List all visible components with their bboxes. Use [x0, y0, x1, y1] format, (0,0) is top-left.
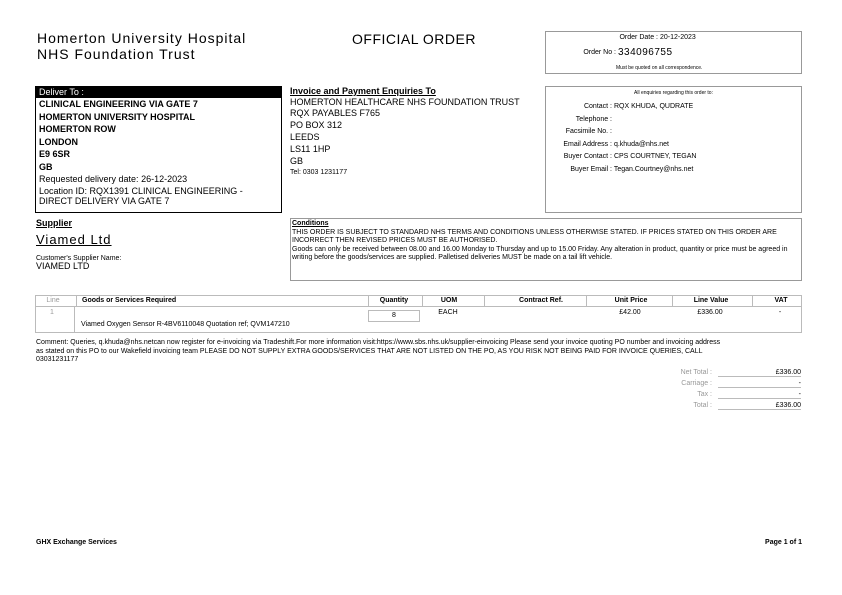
row-line-value: £336.00: [697, 309, 723, 316]
deliver-line-6: GB: [39, 161, 53, 172]
enquiry-row: [546, 139, 801, 152]
deliver-line-1: CLINICAL ENGINEERING VIA GATE 7: [39, 99, 198, 109]
total-label: Net Total :: [680, 369, 712, 376]
conditions-heading: Conditions: [292, 220, 329, 227]
deliver-line-5: E9 6SR: [39, 149, 71, 159]
deliver-line-2: HOMERTON UNIVERSITY HOSPITAL: [39, 111, 196, 122]
page-number: Page 1 of 1: [765, 539, 802, 546]
col-line: Line: [46, 297, 60, 304]
total-label: Carriage :: [681, 380, 712, 387]
page-title: OFFICIAL ORDER: [352, 31, 476, 47]
col-goods: Goods or Services Required: [82, 297, 177, 304]
order-number: 334096755: [618, 47, 673, 58]
deliver-to-heading: Deliver To :: [36, 87, 281, 98]
requested-delivery-date: Requested delivery date: 26-12-2023: [39, 174, 188, 184]
organisation-name: [37, 30, 246, 62]
enquiry-label: Email Address :: [563, 140, 612, 148]
col-line-value: Line Value: [693, 297, 729, 304]
total-value: £336.00: [718, 369, 801, 377]
enquiries-box: [545, 86, 802, 213]
enquiry-row: [546, 151, 801, 164]
total-row: [640, 402, 802, 413]
enquiry-label: Buyer Email :: [570, 165, 612, 173]
invoice-line-4: LEEDS: [290, 132, 320, 142]
comment: Comment: Queries, q.khuda@nhs.netcan now register for e-invoicing via Tradeshift.For more information visit:https://www.sbs.nhs.uk/supplier-einvoicing Please send your invoice quoting PO number and invoicing address as stated on this PO to our Wakefield invoicing team PLEASE DO NOT SUPPLY EXTRA GOODS/SERVICES THAT ARE NOT LISTED ON THE PO, AS YOU RISK NOT BEING PAID FOR INVOICE QUERIES, CALL 03031231177: [36, 339, 721, 363]
enquiry-label: Contact :: [583, 103, 612, 110]
enquiry-label: Telephone :: [575, 115, 612, 123]
conditions-para-2: Goods can only be received between 08.00 and 16.00 Monday to Thursday and up to 15.00 Friday. Any alteration in product, quantity or price must be agreed in writing before the goods/services are supplied. Palletised deliveries MUST be made on a tail lift vehicle.: [292, 245, 788, 262]
order-no-label: Order No :: [583, 49, 616, 56]
customer-supplier-label: Customer's Supplier Name:: [36, 255, 122, 262]
col-contract: Contract Ref.: [519, 297, 563, 304]
enquiry-row: [546, 164, 801, 177]
enquiries-heading: All enquiries regarding this order to:: [634, 90, 713, 96]
enquiry-row: [546, 114, 801, 127]
item-description: Viamed Oxygen Sensor R-4BV6110048 Quotation ref; QVM147210: [81, 321, 290, 328]
supplier-heading: Supplier: [36, 218, 73, 228]
invoice-line-1: HOMERTON HEALTHCARE NHS FOUNDATION TRUST: [290, 97, 520, 107]
totals: [640, 369, 802, 413]
total-row: [640, 369, 802, 380]
invoice-tel: Tel: 0303 1231177: [290, 169, 348, 176]
col-uom: UOM: [440, 297, 458, 304]
total-row: [640, 380, 802, 391]
total-value: -: [718, 380, 801, 388]
total-value: £336.00: [718, 402, 801, 410]
items-table: [35, 295, 802, 333]
row-unit-price: £42.00: [619, 309, 641, 316]
invoice-line-3: PO BOX 312: [290, 120, 343, 130]
conditions-box: [290, 218, 802, 281]
row-line: 1: [50, 309, 54, 316]
order-date: 20-12-2023: [660, 34, 696, 41]
total-value: -: [718, 391, 801, 399]
order-info-box: [545, 31, 802, 74]
customer-supplier-name: VIAMED LTD: [36, 261, 90, 271]
total-row: [640, 391, 802, 402]
enquiry-value: CPS COURTNEY, TEGAN: [613, 153, 697, 161]
table-header: [35, 295, 802, 307]
location-id: Location ID: RQX1391 CLINICAL ENGINEERING - DIRECT DELIVERY VIA GATE 7: [39, 185, 243, 206]
enquiry-value: Tegan.Courtney@nhs.net: [613, 165, 694, 173]
enquiry-row: [546, 126, 801, 139]
enquiry-label: Buyer Contact :: [563, 153, 612, 161]
row-vat: -: [778, 309, 782, 316]
total-label: Tax :: [697, 391, 712, 398]
org-line-1: Homerton University Hospital: [37, 30, 247, 46]
invoice-line-6: GB: [290, 156, 304, 166]
footer-left: GHX Exchange Services: [36, 539, 117, 546]
row-quantity: 8: [368, 310, 420, 322]
conditions-para-1: THIS ORDER IS SUBJECT TO STANDARD NHS TERMS AND CONDITIONS UNLESS OTHERWISE STATED. IF PRICES STATED ON THIS ORDER ARE INCORRECT THEN REVISED PRICES MUST BE AUTHORISED.: [292, 228, 777, 245]
enquiry-value: RQX KHUDA, QUDRATE: [613, 103, 694, 110]
enquiry-value: q.khuda@nhs.net: [613, 140, 669, 148]
table-row: [35, 307, 802, 333]
deliver-line-4: LONDON: [39, 136, 78, 147]
col-quantity: Quantity: [379, 297, 409, 304]
supplier-section: [36, 218, 281, 271]
supplier-name: Viamed Ltd: [36, 232, 112, 247]
col-vat: VAT: [774, 297, 788, 304]
deliver-to-box: [35, 86, 282, 213]
row-uom: EACH: [438, 309, 458, 316]
col-unit-price: Unit Price: [614, 297, 648, 304]
invoice-line-5: LS11 1HP: [290, 144, 331, 154]
order-date-label: Order Date :: [619, 34, 658, 41]
invoice-heading: Invoice and Payment Enquiries To: [290, 86, 436, 96]
enquiries-list: [546, 101, 801, 177]
enquiry-row: [546, 101, 801, 114]
quote-note: Must be quoted on all correspondence.: [616, 65, 703, 71]
total-label: Total :: [693, 402, 712, 409]
invoice-line-2: RQX PAYABLES F765: [290, 108, 381, 118]
enquiry-label: Facsimile No. :: [565, 128, 612, 136]
invoice-section: [290, 86, 540, 179]
deliver-line-3: HOMERTON ROW: [39, 124, 116, 134]
org-line-2: NHS Foundation Trust: [37, 46, 196, 62]
